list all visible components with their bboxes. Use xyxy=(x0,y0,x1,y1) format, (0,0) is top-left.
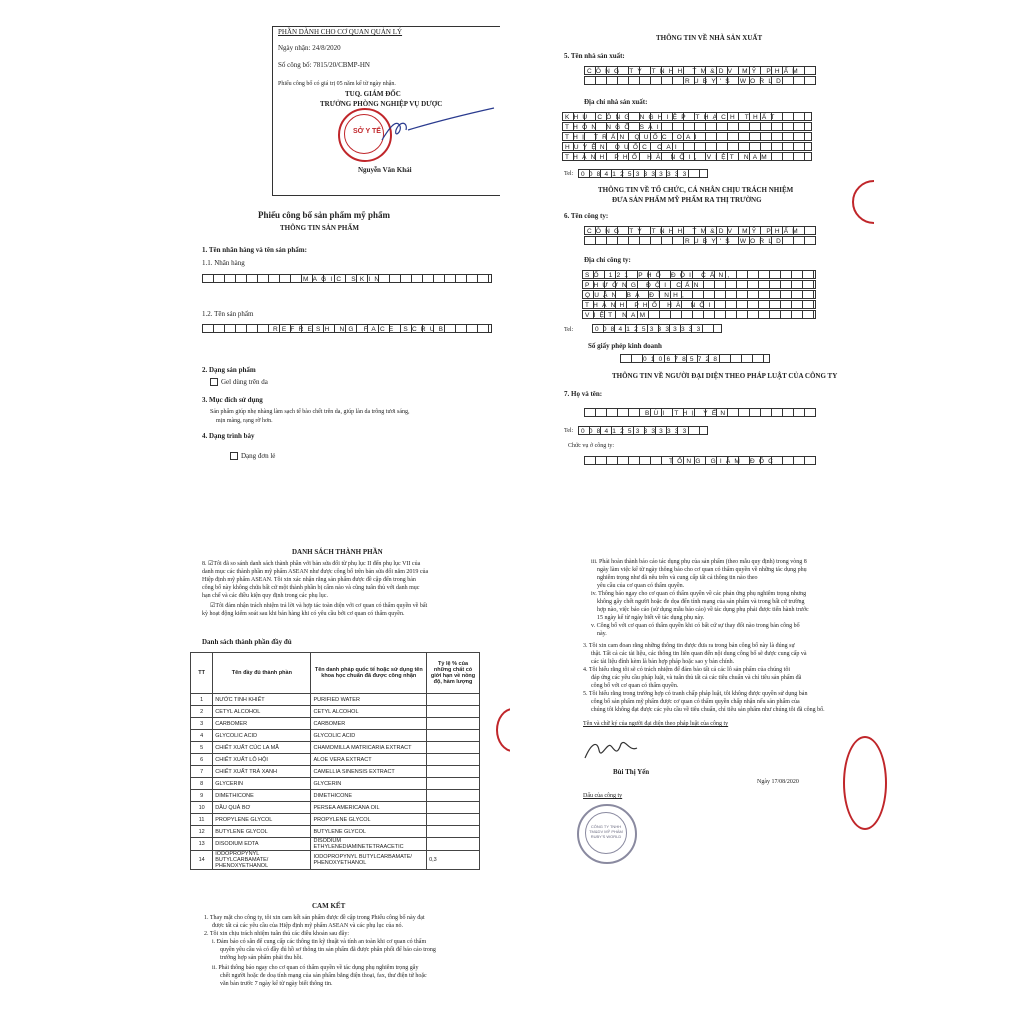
ingredient-name: CHIẾT XUẤT TRÀ XANH xyxy=(213,766,311,778)
row-index: 12 xyxy=(191,826,213,838)
full-list-label: Danh sách thành phần đầy đủ xyxy=(202,638,292,646)
row-index: 11 xyxy=(191,814,213,826)
section-7-title: 7. Họ và tên: xyxy=(564,390,603,398)
table-row xyxy=(191,814,480,826)
table-row xyxy=(191,838,480,851)
row-index: 10 xyxy=(191,802,213,814)
section-6-title: 6. Tên công ty: xyxy=(564,212,609,220)
ingredient-name: DẦU QUẢ BƠ xyxy=(213,802,311,814)
ingredient-intl-name: ALOE VERA EXTRACT xyxy=(311,754,427,766)
table-row xyxy=(191,718,480,730)
manufacturer-address-label: Địa chỉ nhà sản xuất: xyxy=(584,98,648,106)
commit-1b: được tất cả các yêu cầu của Hiệp định mỹ phẩm ASEAN và các phụ lục của nó. xyxy=(212,923,404,929)
ingredient-intl-name: BUTYLENE GLYCOL xyxy=(311,826,427,838)
form-title: Phiếu công bố sản phẩm mỹ phẩm xyxy=(258,210,391,220)
signature-date: Ngày 17/08/2020 xyxy=(757,779,799,785)
section-1-1: 1.1. Nhãn hàng xyxy=(202,259,245,267)
health-dept-stamp: SỞ Y TẾ xyxy=(338,108,392,162)
legal-rep-tel: 00841253333333 xyxy=(578,426,708,435)
p4-line-5: iv. Thông báo ngay cho cơ quan có thẩm quyền về các phản ứng phụ nghiêm trọng nhưng xyxy=(591,591,807,597)
table-row xyxy=(191,802,480,814)
page-4 xyxy=(521,516,887,1022)
edge-stamp-fragment xyxy=(843,736,887,830)
row-index: 1 xyxy=(191,694,213,706)
ingredients-title: DANH SÁCH THÀNH PHẦN xyxy=(292,548,383,556)
p4-line-19: chúng tôi không đạt được các yêu cầu về tiêu chuẩn, chỉ tiêu sản phẩm như chúng tôi đã công bố. xyxy=(591,707,825,713)
row-index: 7 xyxy=(191,766,213,778)
ingredient-pct xyxy=(427,706,480,718)
table-row xyxy=(191,766,480,778)
validity-note: Phiếu công bố có giá trị 05 năm kể từ ngày nhận. xyxy=(278,81,396,87)
manager-name: Nguyễn Văn Khải xyxy=(358,166,412,174)
legal-rep-heading: THÔNG TIN VỀ NGƯỜI ĐẠI DIỆN THEO PHÁP LUẬT CỦA CÔNG TY xyxy=(612,372,838,380)
section-2-value: Gel dùng trên da xyxy=(210,378,268,387)
table-row xyxy=(191,851,480,870)
ingredient-intl-name: CARBOMER xyxy=(311,718,427,730)
p4-line-2: ngày làm việc kể từ ngày thông báo cho cơ quan có thẩm quyền về những tác dụng phụ xyxy=(597,567,807,573)
table-row xyxy=(191,754,480,766)
manufacturer-address-row-4: HUYỆN QUỐC OAI xyxy=(562,142,812,151)
ingredient-intl-name: DIMETHICONE xyxy=(311,790,427,802)
p4-line-16: công bố với cơ quan có thẩm quyền. xyxy=(591,683,679,689)
col-header-tt: TT xyxy=(191,653,213,694)
ingredient-name: PROPYLENE GLYCOL xyxy=(213,814,311,826)
section-5-title: 5. Tên nhà sản xuất: xyxy=(564,52,625,60)
legal-rep-name: BÙI THỊ YẾN xyxy=(584,408,816,417)
sec8-line-2: danh mục các thành phần mỹ phẩm ASEAN như được công bố trên bản sửa đổi năm 2019 của xyxy=(202,569,429,575)
commit-ii-2: chết người hoặc đe doạ tính mạng của sản phẩm bằng điện thoại, fax, thư điện tử hoặc xyxy=(220,973,427,979)
ingredient-pct xyxy=(427,742,480,754)
section-2-title: 2. Dạng sản phẩm xyxy=(202,366,256,374)
row-index: 9 xyxy=(191,790,213,802)
p4-line-13: các tài liệu đính kèm là bản hợp pháp hoặc sao y bản chính. xyxy=(591,659,735,665)
ingredient-intl-name: CETYL ALCOHOL xyxy=(311,706,427,718)
section-1-title: 1. Tên nhãn hàng và tên sản phẩm: xyxy=(202,246,307,254)
table-row xyxy=(191,706,480,718)
ingredient-pct xyxy=(427,730,480,742)
table-row xyxy=(191,694,480,706)
p4-line-17: 5. Tôi hiểu rằng trong trường hợp có tranh chấp pháp luật, tôi không được quyền sử dụng bản xyxy=(583,691,808,697)
section-4-title: 4. Dạng trình bày xyxy=(202,432,255,440)
table-row xyxy=(191,730,480,742)
manufacturer-name-row-2: RUBY'S WORLD xyxy=(584,76,816,85)
p4-line-10: này. xyxy=(597,631,607,637)
row-index: 8 xyxy=(191,778,213,790)
p4-line-9: v. Công bố với cơ quan có thẩm quyền khi có bất cứ sự thay đổi nào trong bản công bố xyxy=(591,623,800,629)
ingredient-pct xyxy=(427,790,480,802)
commit-ii-3: văn bản trước 7 ngày kể từ ngày biết thông tin. xyxy=(220,981,333,987)
signature-label: Tên và chữ ký của người đại diện theo pháp luật của công ty xyxy=(583,721,729,727)
sec8-line-5: hạn chế và các điều kiện quy định trong các phụ lục. xyxy=(202,593,328,599)
tel-label: Tel: xyxy=(564,428,574,434)
p4-line-14: 4. Tôi hiểu rằng tôi sẽ có trách nhiệm để đảm bảo tất cả các lô sản phẩm của chúng tôi xyxy=(583,667,790,673)
col-header-pct: Tỷ lệ % của những chất có giới hạn về nồng độ, hàm lượng xyxy=(427,653,480,694)
ingredient-name: IODOPROPYNYL BUTYLCARBAMATE/ PHENOXYETHANOL xyxy=(213,851,311,870)
company-address-row-1: SỐ 121 PHỐ ĐỘI CẤN, xyxy=(582,270,816,279)
form-subtitle: THÔNG TIN SẢN PHẨM xyxy=(280,224,360,232)
manufacturer-tel: 00841253333333 xyxy=(578,169,708,178)
section-3-line-1: Sản phẩm giúp nhẹ nhàng làm sạch tế bào chết trên da, giúp làn da trông tươi sáng, xyxy=(210,409,410,415)
ingredient-pct xyxy=(427,826,480,838)
row-index: 3 xyxy=(191,718,213,730)
company-address-row-5: VIỆT NAM xyxy=(582,310,816,319)
edge-stamp-fragment xyxy=(852,180,874,224)
col-header-name: Tên đầy đủ thành phần xyxy=(213,653,311,694)
responsible-heading-1: THÔNG TIN VỀ TỔ CHỨC, CÁ NHÂN CHỊU TRÁCH NHIỆM xyxy=(598,186,794,194)
table-row xyxy=(191,778,480,790)
manufacturer-address-row-2: THÔN NGÕ SÀI xyxy=(562,122,812,131)
ingredient-intl-name: GLYCERIN xyxy=(311,778,427,790)
company-address-label: Địa chỉ công ty: xyxy=(584,256,631,264)
row-index: 6 xyxy=(191,754,213,766)
p4-line-6: không gây chết người hoặc đe dọa đến tính mạng của sản phẩm và trong bất cứ trường xyxy=(597,599,805,605)
page-3 xyxy=(150,518,510,1022)
ingredient-name: BUTYLENE GLYCOL xyxy=(213,826,311,838)
ingredient-intl-name: CHAMOMILLA MATRICARIA EXTRACT xyxy=(311,742,427,754)
company-tel: 00841253333333 xyxy=(592,324,722,333)
manufacturer-heading: THÔNG TIN VỀ NHÀ SẢN XUẤT xyxy=(656,34,763,42)
ingredient-intl-name: DISODIUM ETHYLENEDIAMINETETRAACETIC xyxy=(311,838,427,851)
ingredient-intl-name: PROPYLENE GLYCOL xyxy=(311,814,427,826)
ingredient-intl-name: PERSEA AMERICANA OIL xyxy=(311,802,427,814)
tel-label: Tel: xyxy=(564,171,574,177)
responsible-heading-2: ĐƯA SẢN PHẨM MỸ PHẨM RA THỊ TRƯỜNG xyxy=(612,196,762,204)
commit-i-3: trường hợp sản phẩm phải thu hồi. xyxy=(220,955,303,961)
company-name-row-2: RUBY'S WORLD xyxy=(584,236,816,245)
p4-line-7: hợp nào, việc báo cáo (sử dụng mẫu báo cáo) về tác dụng phụ phải được tiến hành trước xyxy=(597,607,809,613)
p4-line-8: 15 ngày kể từ ngày biết về tác dụng phụ này. xyxy=(597,615,705,621)
received-date: Ngày nhận: 24/8/2020 xyxy=(278,44,341,52)
ingredient-intl-name: PURIFIED WATER xyxy=(311,694,427,706)
p4-line-3: nghiêm trọng như đã nêu trên và cung cấp tất cả thông tin nào theo xyxy=(597,575,758,581)
table-row xyxy=(191,790,480,802)
ingredient-pct xyxy=(427,718,480,730)
ingredient-name: GLYCOLIC ACID xyxy=(213,730,311,742)
p4-line-4: yêu cầu của cơ quan có thẩm quyền. xyxy=(597,583,685,589)
section-3-line-2: mịn màng, rạng rỡ hơn. xyxy=(216,418,273,424)
brand-grid: MAGIC SKIN xyxy=(202,274,492,283)
company-address-row-4: THÀNH PHỐ HÀ NỘI xyxy=(582,300,816,309)
section-4-value: Dạng đơn lẻ xyxy=(230,452,275,461)
manufacturer-address-row-5: THÀNH PHỐ HÀ NỘI, VIỆT NAM xyxy=(562,152,812,161)
company-address-row-3: QUẬN BA ĐÌNH, xyxy=(582,290,816,299)
ingredient-pct xyxy=(427,754,480,766)
ingredient-name: CHIẾT XUẤT LÔ HỘI xyxy=(213,754,311,766)
row-index: 14 xyxy=(191,851,213,870)
ingredient-name: CETYL ALCOHOL xyxy=(213,706,311,718)
commit-1a: 1. Thay mặt cho công ty, tôi xin cam kết sản phẩm được đề cập trong Phiếu công bố này đạt xyxy=(204,915,425,921)
manufacturer-address-row-1: KHU CÔNG NGHIỆP THẠCH THẤT xyxy=(562,112,812,121)
ingredient-name: CHIẾT XUẤT CÚC LA MÃ xyxy=(213,742,311,754)
ingredient-name: DIMETHICONE xyxy=(213,790,311,802)
ingredient-pct xyxy=(427,766,480,778)
table-row xyxy=(191,742,480,754)
ingredient-name: GLYCERIN xyxy=(213,778,311,790)
row-index: 2 xyxy=(191,706,213,718)
position-label: Chức vụ ở công ty: xyxy=(568,443,615,449)
edge-stamp-fragment xyxy=(496,708,510,752)
legal-rep-signature xyxy=(581,734,641,764)
manufacturer-name-row-1: CÔNG TY TNHH TM&DV MỸ PHẨM xyxy=(584,66,816,75)
page-1 xyxy=(150,4,500,500)
page-2 xyxy=(512,4,874,504)
ingredient-pct xyxy=(427,814,480,826)
admin-box-title: PHẦN DÀNH CHO CƠ QUAN QUẢN LÝ xyxy=(278,28,403,36)
ingredient-name: NƯỚC TINH KHIẾT xyxy=(213,694,311,706)
business-license-number: 0106785728 xyxy=(620,354,770,363)
commit-i-1: i. Đảm bảo có sẵn để cung cấp các thông tin kỹ thuật và tính an toàn khi cơ quan có thẩm xyxy=(212,939,427,945)
tuq-label: TUQ. GIÁM ĐỐC xyxy=(345,90,401,98)
row-index: 13 xyxy=(191,838,213,851)
company-seal-label: Dấu của công ty xyxy=(583,793,623,799)
commit-2: 2. Tôi xin chịu trách nhiệm tuân thủ các điều khoản sau đây: xyxy=(204,931,350,937)
ingredient-pct: 0,3 xyxy=(427,851,480,870)
ingredient-pct xyxy=(427,694,480,706)
section-3-title: 3. Mục đích sử dụng xyxy=(202,396,263,404)
ingredient-name: DISODIUM EDTA xyxy=(213,838,311,851)
row-index: 5 xyxy=(191,742,213,754)
ingredient-intl-name: GLYCOLIC ACID xyxy=(311,730,427,742)
product-grid: REFRESHING FACE SCRUB xyxy=(202,324,492,333)
business-license-label: Số giấy phép kinh doanh xyxy=(588,342,662,350)
company-seal: CÔNG TY TNHH TM&DV MỸ PHẨM RUBY'S WORLD xyxy=(577,804,637,864)
ingredient-pct xyxy=(427,838,480,851)
ingredient-name: CARBOMER xyxy=(213,718,311,730)
dept-head-label: TRƯỞNG PHÒNG NGHIỆP VỤ DƯỢC xyxy=(320,100,443,108)
ingredient-pct xyxy=(427,802,480,814)
commit-ii-1: ii. Phải thông báo ngay cho cơ quan có thẩm quyền về tác dụng phụ nghiêm trọng gây xyxy=(212,965,419,971)
col-header-intl-name: Tên danh pháp quốc tế hoặc sử dụng tên khoa học chuẩn đã được công nhận xyxy=(311,653,427,694)
legal-rep-position: TỔNG GIÁM ĐỐC xyxy=(584,456,816,465)
table-row xyxy=(191,826,480,838)
ingredient-intl-name: IODOPROPYNYL BUTYLCARBAMATE/ PHENOXYETHANOL xyxy=(311,851,427,870)
sec8-line-7: kỳ hoạt động kiểm soát sau khi bán hàng khi có yêu cầu bởi cơ quan có thẩm quyền. xyxy=(202,611,405,617)
company-name-row-1: CÔNG TY TNHH TM&DV MỸ PHẨM xyxy=(584,226,816,235)
checkbox-icon xyxy=(210,378,218,386)
legal-rep-signer-name: Bùi Thị Yến xyxy=(613,768,650,776)
commit-i-2: quyền yêu cầu và có đầy đủ hồ sơ thông tin sản phẩm đã được phân phối để báo cáo trong xyxy=(220,947,436,953)
p4-line-11: 3. Tôi xin cam đoan rằng những thông tin được đưa ra trong bản công bố này là đúng sự xyxy=(583,643,795,649)
section-1-2: 1.2. Tên sản phẩm xyxy=(202,310,254,318)
ingredient-intl-name: CAMELLIA SINENSIS EXTRACT xyxy=(311,766,427,778)
row-index: 4 xyxy=(191,730,213,742)
p4-line-18: công bố sản phẩm mỹ phẩm được cơ quan có thẩm quyền chấp nhận nếu sản phẩm của xyxy=(591,699,800,705)
sec8-line-6: ☑Tôi đảm nhận trách nhiệm trả lời và hợp tác toàn diện với cơ quan có thẩm quyền về bất xyxy=(210,603,428,609)
sec8-line-1: 8. ☑Tôi đã so sánh danh sách thành phần với bản sửa đổi từ phụ lục II đến phụ lục VII của xyxy=(202,561,421,567)
ingredients-table xyxy=(190,652,480,870)
tel-label: Tel: xyxy=(564,327,574,333)
publication-number: Số công bố: 7815/20/CBMP-HN xyxy=(278,61,370,69)
ingredient-pct xyxy=(427,778,480,790)
commitment-title: CAM KẾT xyxy=(312,902,346,910)
sec8-line-4: công bố này không chứa bất cứ một thành phần bị cấm nào và cũng tuân thủ với danh mục xyxy=(202,585,420,591)
signature-mark xyxy=(378,100,498,150)
checkbox-icon xyxy=(230,452,238,460)
manufacturer-address-row-3: THỊ TRẤN QUỐC OAI xyxy=(562,132,812,141)
p4-line-12: thật. Tất cả các tài liệu, các thông tin liên quan đến nội dung công bố sẽ được cung cấp và xyxy=(591,651,807,657)
sec8-line-3: Hiệp định mỹ phẩm ASEAN. Tôi xin xác nhận rằng sản phẩm được đề cập đến trong bản xyxy=(202,577,416,583)
company-address-row-2: PHƯỜNG ĐỘI CẤN, xyxy=(582,280,816,289)
p4-line-15: đáp ứng các yêu cầu pháp luật, và tuân thủ tất cả các tiêu chuẩn và chỉ tiêu sản phẩm đã xyxy=(591,675,802,681)
p4-line-1: iii. Phải hoàn thành báo cáo tác dụng phụ của sản phẩm (theo mẫu quy định) trong vòng 8 xyxy=(591,559,807,565)
